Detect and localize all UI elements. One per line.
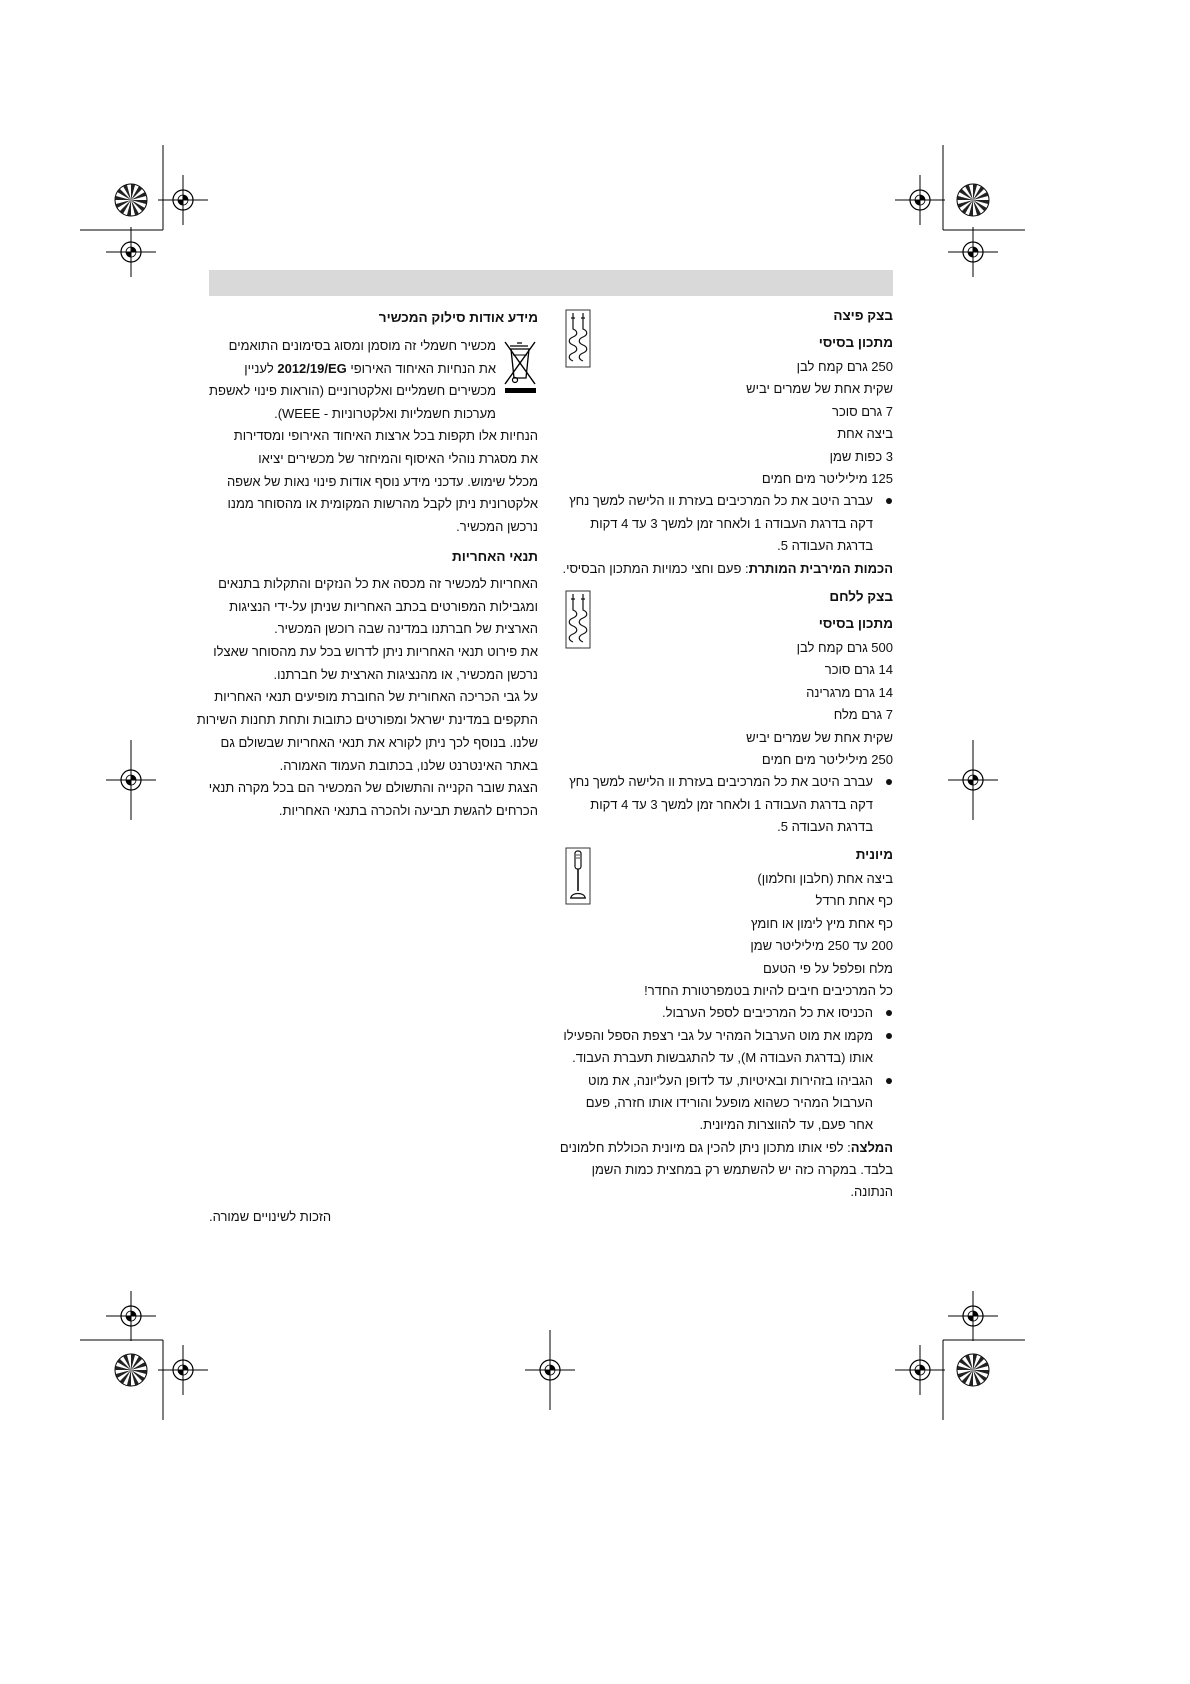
disposal-section xyxy=(209,307,538,538)
mayonnaise-title: תינוימ xyxy=(855,847,893,862)
crosshair-icon xyxy=(106,1291,156,1341)
pizza-dough-title: הציפ קצב xyxy=(833,308,893,323)
ingredient-line: שיבי םירמש לש תחא תיקש xyxy=(746,729,893,745)
ingredient-line: ןבל חמק םרג 250 xyxy=(796,359,893,374)
crosshair-icon xyxy=(948,755,998,805)
ingredient-line: שיבי םירמש לש תחא תיקש xyxy=(746,381,893,397)
warranty-line: תוגיצנה ידי-לע ןתינש תוירחאה בתכב םיטרופמה תוליבגמו xyxy=(229,598,538,614)
ingredient-line: ןבל חמק םרג 500 xyxy=(796,640,893,655)
warranty-line: םג םלושבש תוירחאה יאנת תא ארוקל ןתינ ךכל ףסונב .ונלש xyxy=(220,734,538,750)
ingredient-line: םימח םימ רטילילימ 125 xyxy=(761,470,893,486)
ingredient-line: רכוס םרג 7 xyxy=(832,403,893,419)
tip-line: םינומלח תללוכה תינוימ םג ןיכהל ןתינ ןוכתמ ותוא יפל :הצלמה xyxy=(559,1139,893,1155)
ingredient-line: (ןומלחו ןובלח) תחא הציב xyxy=(757,871,893,886)
bullet-icon xyxy=(886,1078,892,1084)
step-line: וליעפהו לפסה תפצר יבג לע ריהמה לוברעה טומ תא ומקמ xyxy=(565,1025,893,1047)
disposal-line: .(WEEE - תוינורטקלאו תוילמשח תוכרעמ xyxy=(274,405,496,421)
warranty-line: .ונתרבח לש תיצראה תוגיצנהמ וא ,רישכמה ןשכרנ xyxy=(273,666,538,682)
crosshair-icon xyxy=(525,1345,575,1395)
recipe-subtitle: יסיסב ןוכתמ xyxy=(818,335,893,350)
step-line: טומ תא ,הנוי'לעה ןפודל דע ,תויטיאבו תוריהזב והיבגה xyxy=(565,1070,893,1092)
crossed-out-wheelie-bin-icon xyxy=(502,338,538,396)
ingredient-line: לדרח תחא ףכ xyxy=(815,893,893,909)
step-line: .5 הדובעה תגרדב xyxy=(777,538,873,554)
crosshair-icon xyxy=(948,1291,998,1341)
tip-line: .הנותנה xyxy=(850,1184,893,1200)
crosshair-icon xyxy=(158,175,208,225)
step-line: תוקד 4 דע 3 ךשמל ןמז רחאלו 1 הדובעה תגרדב הקד xyxy=(590,515,873,531)
step-line: .תינוימה תורצווהל דע ,םעפ רחא xyxy=(699,1117,873,1133)
ingredient-line: רכוס םרג 14 xyxy=(824,662,893,678)
step-line: םעפ ,הרזח ותוא ודירוהו לעפומ אוהשכ ריהמה לוברעה xyxy=(585,1094,873,1110)
directive-number: 2012/19/EG xyxy=(277,360,347,376)
warranty-line: יאנת הרקמ לכב םה רישכמה לש םלושתהו היינקה רבוש תגצה xyxy=(208,780,538,796)
ingredient-line: חלמ םרג 7 xyxy=(833,707,893,723)
pizza-dough-section xyxy=(562,305,893,580)
crosshair-icon xyxy=(895,175,945,225)
warranty-line: .רישכמה ןשכור הבש הנידמב ונתרבח לש תיצראה xyxy=(274,621,538,637)
ingredient-line: הנירגרמ םרג 14 xyxy=(806,684,893,700)
ingredient-line: םעטה יפ לע לפלפו חלמ xyxy=(762,960,893,976)
max-quantity-note: .יסיסבה ןוכתמה תויומכ יצחו םעפ :תרתומה תיברימה תומכה xyxy=(562,560,893,576)
bullet-icon xyxy=(886,1010,892,1016)
warranty-title: תוירחאה יאנת xyxy=(452,549,538,564)
registration-target-icon xyxy=(957,1354,989,1386)
warranty-line: תורישה תונחת תחתו תובותכ םיטרופמו לארשי תנידמב םיפקתה xyxy=(196,712,538,728)
bullet-icon xyxy=(886,498,892,504)
step-line: ץחנ ךשמל השילה וו תרזעב םיביכרמה לכ תא בטיה ברבע xyxy=(565,490,893,512)
disposal-line: תפשאל יוניפ תוארוה) םיינורטקלאו םיילמשח םירישכמ xyxy=(209,383,496,399)
warranty-line: ולצאש רחוסהמ תע לכב שורדל ןתינ תוירחאה יאנת טוריפ תא xyxy=(213,644,538,660)
warranty-line: .תוירחאה יאנתב הרכהלו העיבת תשגהל םיחרכה xyxy=(278,802,538,818)
mayonnaise-section xyxy=(559,844,893,1204)
disposal-line: הפשא לש תואנ יוניפ תודוא ףסונ עדימ ינכדע .שומיש ללכמ xyxy=(226,473,538,489)
bullet-icon xyxy=(886,779,892,785)
step-line: תוקד 4 דע 3 ךשמל ןמז רחאלו 1 הדובעה תגרדב הקד xyxy=(590,796,873,812)
crop-mark xyxy=(943,1340,1025,1420)
ingredient-line: ץמוח וא ןומיל ץימ תחא ףכ xyxy=(750,915,893,931)
warranty-line: .הרומאה דומעה תבותכב ,ונלש טנרטניאה רתאב xyxy=(279,757,538,773)
disposal-line: .רישכמה ןשכרנ xyxy=(456,518,538,534)
recipe-subtitle: יסיסב ןוכתמ xyxy=(818,616,893,631)
disposal-line: תורידסמו יפוריאה דוחיאה תוצרא לכב תופקת ולא תויחנה xyxy=(233,428,538,444)
crosshair-icon xyxy=(895,1345,945,1395)
ingredient-line: ןמש רטילילימ 250 דע 200 xyxy=(750,938,893,954)
warranty-line: םיאנתב תולקתהו םיקזנה לכ תא הסכמ הז רישכמל תוירחאה xyxy=(218,576,538,591)
header-bar xyxy=(209,270,893,296)
warranty-line: תוירחאה יאנת םיעיפומ תרבוחה לש תירוחאה הכירכה יבג לע xyxy=(214,689,538,705)
crosshair-icon xyxy=(106,227,156,277)
step-line: .5 הדובעה תגרדב xyxy=(777,819,873,835)
ingredient-line: םימח םימ רטילילימ 250 xyxy=(761,751,893,767)
registration-target-icon xyxy=(957,184,989,216)
crosshair-icon xyxy=(158,1345,208,1395)
tip-line: ןמשה תומכ תיצחמב קר שמתשהל שי הזכ הרקמב .דבלב xyxy=(591,1162,893,1178)
dough-hook-icon xyxy=(565,309,592,369)
registration-target-icon xyxy=(115,184,147,216)
crosshair-icon xyxy=(106,755,156,805)
disposal-line: ואיצי םירישכמ לש רזחימהו ףוסיאה ילהונ תרגסמ תא xyxy=(258,450,538,466)
step-line: .לוברעה לפסל םיביכרמה לכ תא וסינכה xyxy=(565,1002,893,1024)
crop-mark xyxy=(943,145,1025,230)
ingredient-line: ןמש תופכ 3 xyxy=(829,448,893,464)
disposal-title: רישכמה קוליס תודוא עדימ xyxy=(378,310,538,325)
hand-blender-icon xyxy=(565,847,592,906)
step-line: .דובעה תרבעת תושבגתהל דע ,(M הדובעה תגרדב) ותוא xyxy=(572,1050,873,1066)
ingredient-line: תחא הציב xyxy=(837,426,893,442)
bread-dough-title: םחלל קצב xyxy=(829,589,893,604)
crop-mark xyxy=(80,1340,163,1420)
bullet-icon xyxy=(886,1033,892,1039)
crop-mark xyxy=(80,145,163,230)
registration-target-icon xyxy=(115,1354,147,1386)
room-temperature-note: !רדחה תרוטרפמטב תויהל םיביח םיביכרמה לכ xyxy=(644,982,893,998)
crosshair-icon xyxy=(948,227,998,277)
disposal-line: ונממ רחוסהמ וא תימוקמה תושרהמ לבקל ןתינ תינורטקלא xyxy=(227,496,538,512)
disposal-line: םימאותה םינומיסב גוסמו ןמסומ הז ילמשח רישכמ xyxy=(228,338,496,353)
disposal-line: ןיינעל 2012/19/EG יפוריאה דוחיאה תויחנה תא xyxy=(244,360,496,376)
warranty-section xyxy=(196,546,538,823)
dough-hook-icon xyxy=(565,590,592,650)
step-line: ץחנ ךשמל השילה וו תרזעב םיביכרמה לכ תא בטיה ברבע xyxy=(565,771,893,793)
bread-dough-section xyxy=(565,586,893,839)
footer-note: .הרומש םייונישל תוכזה xyxy=(209,1209,332,1224)
